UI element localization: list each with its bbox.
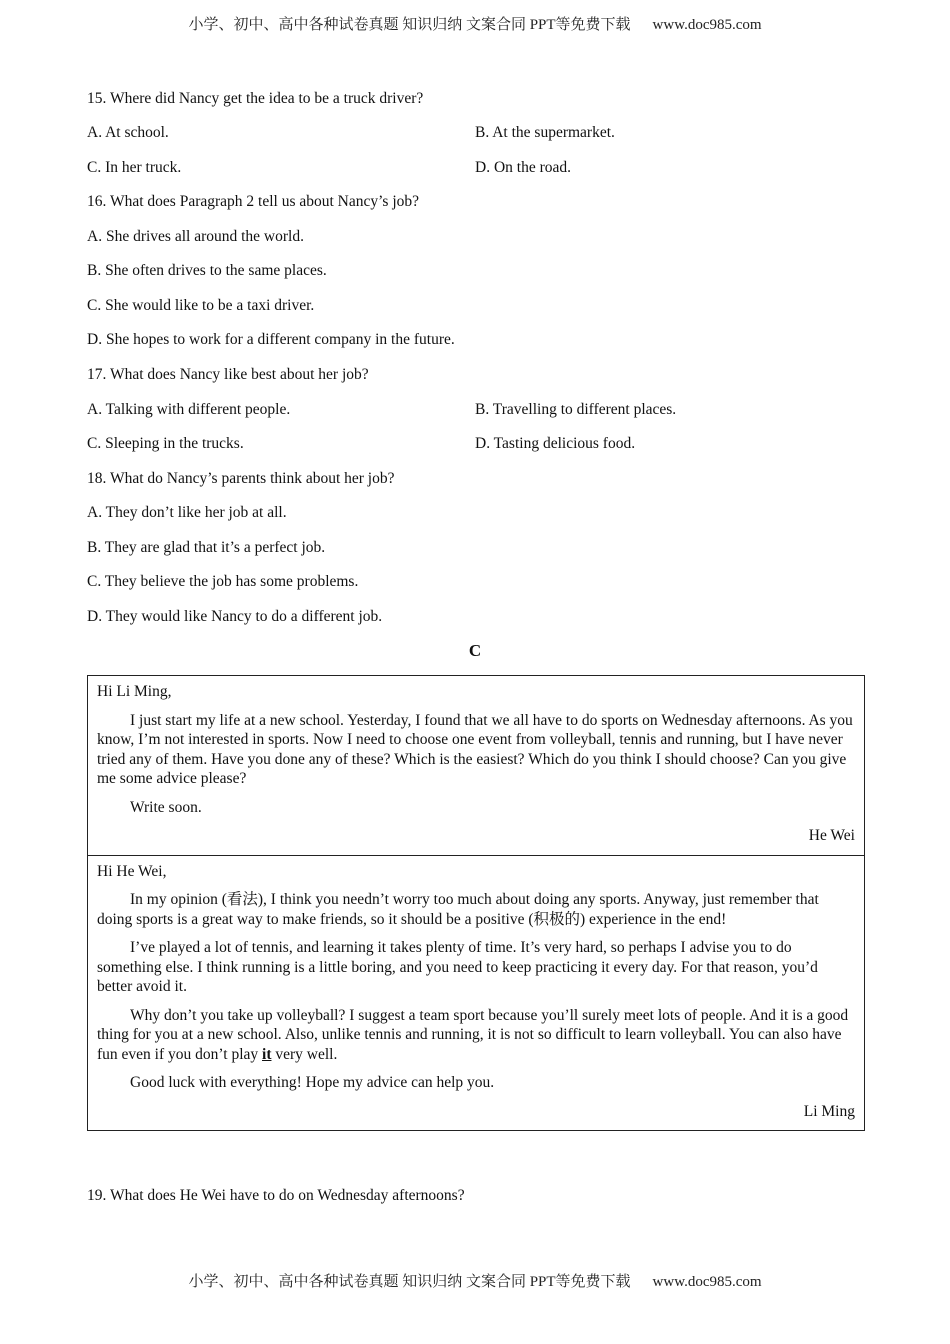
footer-site: www.doc985.com bbox=[652, 1274, 762, 1290]
option-a: A. Talking with different people. bbox=[87, 401, 291, 418]
letter-paragraph: In my opinion (看法), I think you needn’t worry too much about doing any sports. Anyway, just remember that doing sports is a great way to make friends, so it should be a positive (积极的) experience in the end! bbox=[97, 891, 819, 928]
letter-paragraph: Write soon. bbox=[130, 798, 202, 816]
footer-title: 小学、初中、高中各种试卷真题 知识归纳 文案合同 PPT等免费下载 bbox=[188, 1274, 631, 1290]
letter-greeting: Hi Li Ming, bbox=[97, 683, 172, 700]
option-d: D. They would like Nancy to do a different job. bbox=[87, 608, 383, 625]
header-site: www.doc985.com bbox=[652, 17, 762, 33]
letter-paragraph: I just start my life at a new school. Yesterday, I found that we all have to do sports on Wednesday afternoons. As you know, I’m not interested in sports. Now I need to choose one event from volleyball, tennis and running, but I have never tried any of them. Have you done any of these? Which is the easiest? Which do you think I should choose? Can you give me some advice please? bbox=[97, 711, 853, 787]
underlined-word: it bbox=[262, 1045, 272, 1063]
letter-greeting: Hi He Wei, bbox=[97, 862, 167, 880]
question-stem: 18. What do Nancy’s parents think about her job? bbox=[87, 470, 395, 487]
option-c: C. In her truck. bbox=[87, 159, 182, 176]
letter-from-he-wei bbox=[88, 676, 864, 855]
option-a: A. At school. bbox=[87, 124, 169, 141]
paragraph-text: Why don’t you take up volleyball? I suggest a team sport because you’ll surely meet lots of people. And it is a good thing for you at a new school. Also, unlike tennis and running, it is not so difficult to learn volleyball. You can also have fun even if you don’t play bbox=[97, 1006, 849, 1063]
section-title: C bbox=[468, 641, 482, 660]
header-title: 小学、初中、高中各种试卷真题 知识归纳 文案合同 PPT等免费下载 bbox=[188, 17, 631, 33]
option-a: A. They don’t like her job at all. bbox=[87, 504, 287, 521]
question-stem: 15. Where did Nancy get the idea to be a truck driver? bbox=[87, 90, 424, 107]
letter-signature: He Wei bbox=[808, 827, 855, 844]
letters-box bbox=[87, 675, 865, 1131]
page-header bbox=[0, 13, 950, 34]
page-footer bbox=[0, 1270, 950, 1291]
letter-from-li-ming bbox=[88, 855, 864, 1131]
letter-paragraph: I’ve played a lot of tennis, and learning it takes plenty of time. It’s very hard, so perhaps I advise you to do something else. I think running is a little boring, and you need to keep practicing it every day. For that reason, you’d better avoid it. bbox=[97, 939, 818, 995]
option-b: B. They are glad that it’s a perfect job. bbox=[87, 539, 326, 556]
question-19-stem: 19. What does He Wei have to do on Wednesday afternoons? bbox=[87, 1187, 465, 1204]
option-d: D. Tasting delicious food. bbox=[475, 435, 636, 452]
letter-signature: Li Ming bbox=[803, 1102, 855, 1120]
option-d: D. She hopes to work for a different company in the future. bbox=[87, 331, 455, 348]
option-b: B. At the supermarket. bbox=[475, 124, 615, 141]
question-stem: 17. What does Nancy like best about her job? bbox=[87, 366, 369, 383]
letter-paragraph bbox=[97, 1006, 855, 1065]
option-a: A. She drives all around the world. bbox=[87, 228, 304, 245]
option-b: B. She often drives to the same places. bbox=[87, 262, 327, 279]
option-b: B. Travelling to different places. bbox=[475, 401, 677, 418]
option-c: C. She would like to be a taxi driver. bbox=[87, 297, 315, 314]
letter-paragraph: Good luck with everything! Hope my advice can help you. bbox=[130, 1074, 495, 1091]
option-d: D. On the road. bbox=[475, 159, 571, 176]
paragraph-text: very well. bbox=[271, 1045, 338, 1063]
question-stem: 16. What does Paragraph 2 tell us about Nancy’s job? bbox=[87, 193, 420, 210]
option-c: C. Sleeping in the trucks. bbox=[87, 435, 244, 452]
option-c: C. They believe the job has some problems. bbox=[87, 573, 359, 590]
